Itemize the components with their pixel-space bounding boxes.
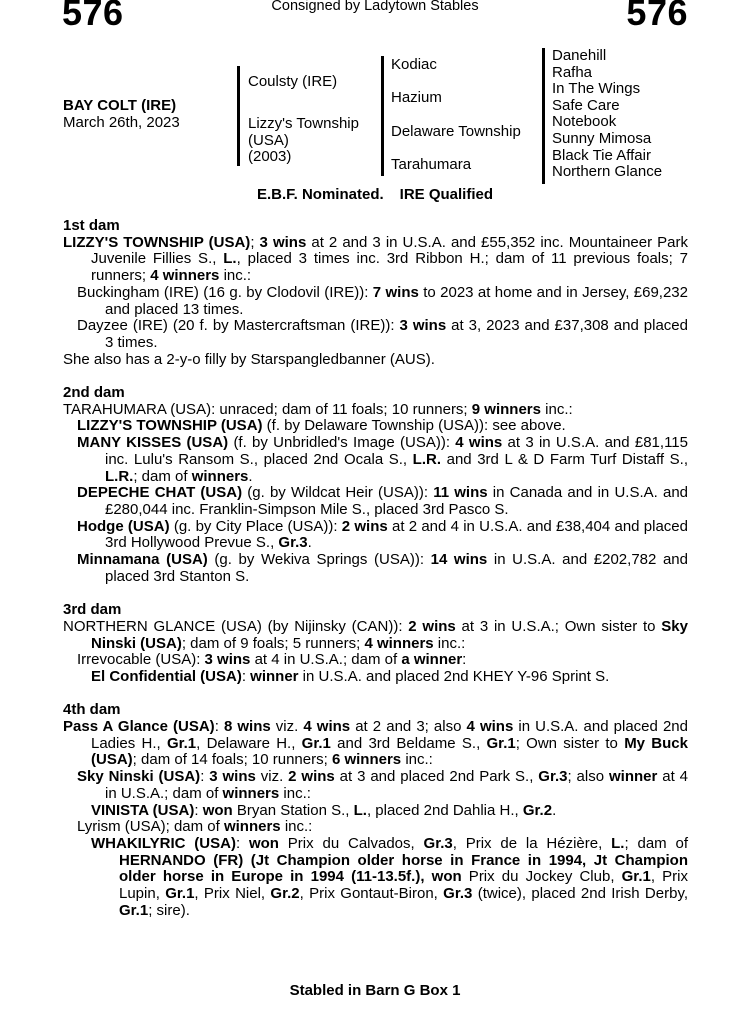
lot-number-right: 576: [626, 0, 688, 33]
horse-description: [63, 98, 180, 131]
produce-entry: Lyrism (USA); dam of winners inc.:: [77, 818, 313, 836]
section-header-3rd-dam: 3rd dam: [63, 601, 122, 619]
produce-entry: Irrevocable (USA): 3 wins at 4 in U.S.A.; dam of a winner:: [77, 651, 467, 669]
stabling-info: Stabled in Barn G Box 1: [289, 982, 461, 999]
produce-entry: Hodge (USA) (g. by City Place (USA)): 2 wins at 2 and 4 in U.S.A. and £38,404 and placed 3rd Hollywood Prevue S., Gr.3.: [77, 517, 688, 552]
qualifications: E.B.F. Nominated. IRE Qualified: [256, 186, 494, 203]
produce-entry: DEPECHE CHAT (USA) (g. by Wildcat Heir (USA)): 11 wins in Canada and in U.S.A. and £280,044 inc. Franklin-Simpson Mile S., placed 3rd Pasco S.: [77, 484, 688, 518]
produce-record: [63, 218, 688, 919]
section-header-1st-dam: 1st dam: [63, 217, 120, 234]
pedigree-bracket-2: [381, 56, 384, 176]
section-header-4th-dam: 4th dam: [63, 701, 121, 719]
sex-line: BAY COLT (IRE): [63, 97, 177, 114]
dam-record: Pass A Glance (USA): 8 wins viz. 4 wins at 2 and 3; also 4 wins in U.S.A. and placed 2nd Ladies H., Gr.1, Delaware H., Gr.1 and 3rd Beldame S., Gr.1; Own sister to My Buck (USA); dam of 14 foals; 10 runners; 6 winners inc.:: [63, 718, 688, 769]
produce-entry: El Confidential (USA): winner in U.S.A. and placed 2nd KHEY Y-96 Sprint S.: [91, 667, 610, 685]
pedigree-dam: Lizzy's Township (USA) (2003): [248, 115, 359, 166]
lot-number-left: 576: [62, 0, 124, 33]
produce-note: She also has a 2-y-o filly by Starspangledbanner (AUS).: [63, 350, 435, 368]
produce-entry: WHAKILYRIC (USA): won Prix du Calvados, Gr.3, Prix de la Hézière, L.; dam of HERNANDO (FR) (Jt Champion older horse in France in 1994, Jt Champion older horse in Europe in 1994 (11-13.5f.), won Prix du Jockey Club, Gr.1, Prix Lupin, Gr.1, Prix Niel, Gr.2, Prix Gontaut-Biron, Gr.3 (twice), placed 2nd Irish Derby, Gr.1; sire).: [91, 834, 689, 919]
pedigree-bracket-3: [542, 48, 545, 184]
consignor-line: Consigned by Ladytown Stables: [271, 0, 479, 14]
pedigree-great-grandparents: Danehill Rafha In The Wings Safe Care Notebook Sunny Mimosa Black Tie Affair Northern Glance: [552, 47, 663, 181]
pedigree-grandparent: Kodiac: [391, 56, 437, 73]
produce-entry: MANY KISSES (USA) (f. by Unbridled's Image (USA)): 4 wins at 3 in U.S.A. and £81,115 inc. Lulu's Ransom S., placed 2nd Ocala S., L.R. and 3rd L & D Farm Turf Distaff S., L.R.; dam of winners.: [77, 434, 688, 485]
pedigree-grandparent: Tarahumara: [391, 156, 472, 173]
produce-entry: VINISTA (USA): won Bryan Station S., L., placed 2nd Dahlia H., Gr.2.: [91, 801, 557, 819]
dam-record: TARAHUMARA (USA): unraced; dam of 11 foals; 10 runners; 9 winners inc.:: [63, 400, 573, 418]
pedigree-bracket-1: [237, 66, 240, 166]
foaling-date: March 26th, 2023: [63, 113, 180, 131]
section-header-2nd-dam: 2nd dam: [63, 384, 125, 402]
pedigree-grandparent: Delaware Township: [391, 123, 521, 140]
produce-entry: Buckingham (IRE) (16 g. by Clodovil (IRE)): 7 wins to 2023 at home and in Jersey, £69,232 and placed 13 times.: [77, 283, 688, 318]
produce-entry: Minnamana (USA) (g. by Wekiva Springs (USA)): 14 wins in U.S.A. and £202,782 and placed 3rd Stanton S.: [77, 551, 688, 585]
produce-entry: Sky Ninski (USA): 3 wins viz. 2 wins at 3 and placed 2nd Park S., Gr.3; also winner at 4 in U.S.A.; dam of winners inc.:: [77, 768, 688, 802]
pedigree-sire: Coulsty (IRE): [248, 73, 338, 90]
dam-record: NORTHERN GLANCE (USA) (by Nijinsky (CAN)): 2 wins at 3 in U.S.A.; Own sister to Sky Ninski (USA); dam of 9 foals; 5 runners; 4 winners inc.:: [63, 617, 688, 652]
dam-record: LIZZY'S TOWNSHIP (USA); 3 wins at 2 and 3 in U.S.A. and £55,352 inc. Mountaineer Park Juvenile Fillies S., L., placed 3 times inc. 3rd Ribbon H.; dam of 11 previous foals; 7 runners; 4 winners inc.:: [63, 233, 689, 285]
produce-entry: LIZZY'S TOWNSHIP (USA) (f. by Delaware Township (USA)): see above.: [77, 417, 566, 435]
produce-entry: Dayzee (IRE) (20 f. by Mastercraftsman (IRE)): 3 wins at 3, 2023 and £37,308 and placed 3 times.: [77, 317, 688, 351]
pedigree-grandparent: Hazium: [391, 89, 442, 106]
